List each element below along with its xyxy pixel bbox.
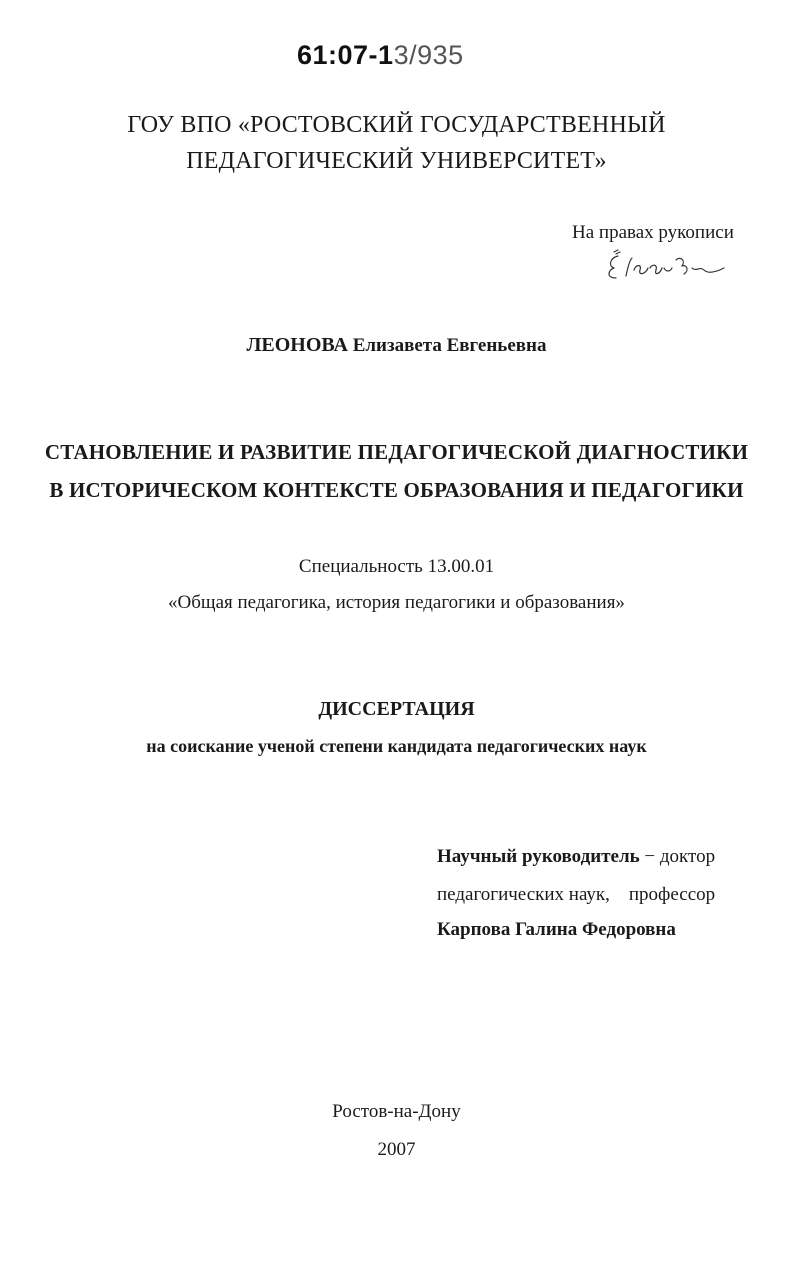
archive-code [297,40,464,71]
author-surname: ЛЕОНОВА [246,334,348,356]
archive-code-suffix: 3/935 [393,40,464,70]
advisor-title-part2: педагогических наук, профессор [437,884,716,905]
advisor-dash: − [639,846,660,867]
year: 2007 [377,1139,416,1160]
advisor-line-1 [437,846,715,868]
signature-image [600,246,730,286]
organization-line-1: ГОУ ВПО «РОСТОВСКИЙ ГОСУДАРСТВЕННЫЙ [127,112,666,138]
manuscript-note: На правах рукописи [572,222,734,243]
archive-code-prefix: 61:07-1 [297,40,394,70]
advisor-label: Научный руководитель [437,846,640,867]
advisor-title-part1: доктор [659,846,716,867]
degree-line: на соискание ученой степени кандидата педагогических наук [146,736,647,756]
organization-line-2: ПЕДАГОГИЧЕСКИЙ УНИВЕРСИТЕТ» [186,148,607,174]
specialty-code: Специальность 13.00.01 [298,556,495,577]
city: Ростов-на-Дону [332,1101,461,1122]
author-name [0,334,793,357]
author-given-names: Елизавета Евгеньевна [352,335,547,356]
dissertation-title-line-2: В ИСТОРИЧЕСКОМ КОНТЕКСТЕ ОБРАЗОВАНИЯ И ПЕДАГОГИКИ [49,478,744,502]
dissertation-heading: ДИССЕРТАЦИЯ [318,698,475,720]
specialty-name: «Общая педагогика, история педагогики и образования» [168,592,625,613]
advisor-name: Карпова Галина Федоровна [437,919,676,940]
dissertation-title-line-1: СТАНОВЛЕНИЕ И РАЗВИТИЕ ПЕДАГОГИЧЕСКОЙ ДИАГНОСТИКИ [44,440,749,464]
